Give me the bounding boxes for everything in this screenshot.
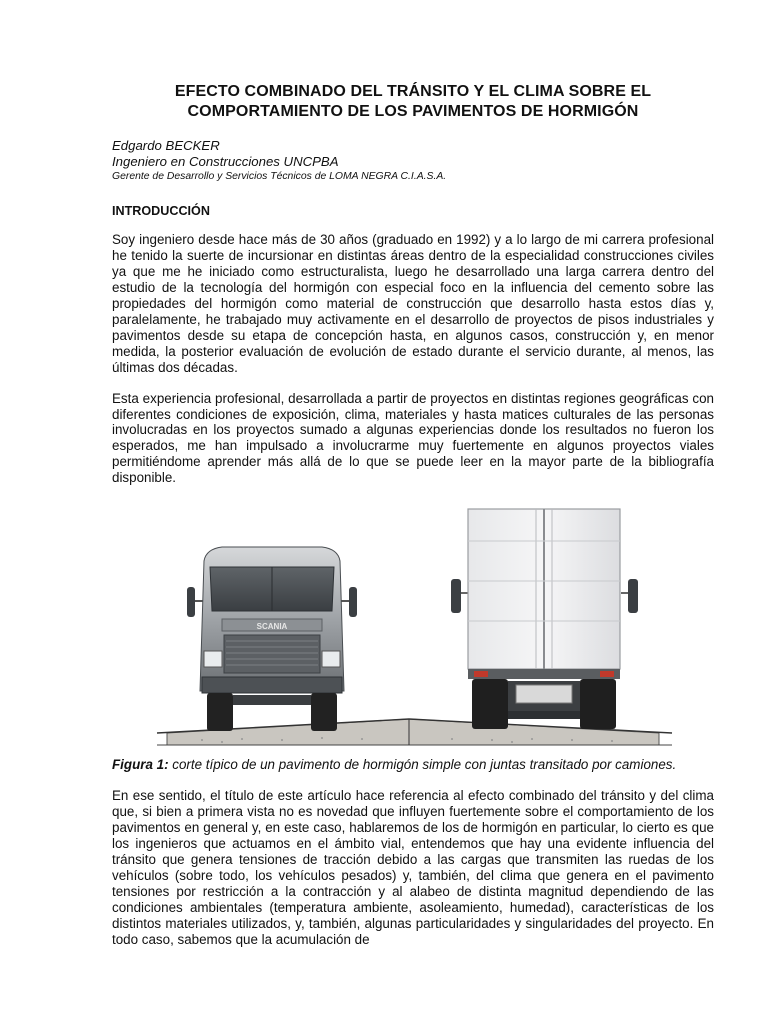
- document-page: [112, 82, 714, 963]
- section-heading: INTRODUCCIÓN: [112, 204, 210, 218]
- author-position: Gerente de Desarrollo y Servicios Técnicos de LOMA NEGRA C.I.A.S.A.: [112, 171, 447, 182]
- figure-caption: [112, 757, 714, 773]
- paragraph-3: En ese sentido, el título de este artículo hace referencia al efecto combinado del tránsito y del clima que, si bien a primera vista no es novedad que influyen fuertemente sobre el comportamiento de los pavimentos en general y, en este caso, hablaremos de los de hormigón en particular, lo cierto es que los ingenieros que actuamos en el ámbito vial, entendemos que hay una evidente influencia del tránsito que genera tensiones de tracción debido a las cargas que transmiten las ruedas de los vehículos (sobre todo, los vehículos pesados) y, también, del clima que genera en el pavimento tensiones por restricción a la contracción y al alabeo de distinta magnitud dependiendo de las condiciones ambientales (temperatura ambiente, asoleamiento, humedad), características de los distintos materiales utilizados, y, también, algunas particularidades y singularidades del proyecto. En todo caso, sabemos que la acumulación de: [112, 788, 714, 947]
- figure-caption-label: Figura 1:: [112, 757, 169, 773]
- paragraph-2: Esta experiencia profesional, desarrollada a partir de proyectos en distintas regiones geográficas con diferentes condiciones de exposición, clima, materiales y hasta matices culturales de las personas involucradas en los proyectos sumado a algunas experiencias donde los resultados no fueron los esperados, me han impulsado a involucrarme muy fuertemente en algunos proyectos viales permitiéndome aprender más allá de lo que se puede leer en la mayor parte de la bibliografía disponible.: [112, 390, 714, 486]
- author-role: Ingeniero en Construcciones UNCPBA: [112, 154, 339, 169]
- cab-brand-label: SCANIA: [256, 622, 288, 632]
- figure-trucks: [112, 501, 714, 751]
- trucks-illustration: [112, 501, 714, 751]
- figure-caption-text: corte típico de un pavimento de hormigón simple con juntas transitado por camiones.: [172, 757, 677, 773]
- trailer-truck: [451, 509, 638, 729]
- paper-title: [112, 82, 714, 122]
- cab-truck: [187, 547, 357, 731]
- title-line-2: COMPORTAMIENTO DE LOS PAVIMENTOS DE HORMIGÓN: [187, 103, 639, 120]
- author-name: Edgardo BECKER: [112, 138, 220, 153]
- paragraph-1: Soy ingeniero desde hace más de 30 años (graduado en 1992) y a lo largo de mi carrera profesional he tenido la suerte de incursionar en distintas áreas dentro de la especialidad construcciones civiles ya que me he iniciado como estructuralista, luego he desarrollado una larga carrera dentro del estudio de la tecnología del hormigón con especial foco en la influencia del cemento sobre las propiedades del hormigón como material de construcción que desarrollo hasta estos días y, paralelamente, he trabajado muy activamente en el desarrollo de proyectos de pisos industriales y pavimentos desde su etapa de concepción hasta, en algunos casos, construcción y, en menor medida, la posterior evaluación de evolución de estado durante el servicio durante, al menos, las últimas dos décadas.: [112, 232, 714, 375]
- title-line-1: EFECTO COMBINADO DEL TRÁNSITO Y EL CLIMA SOBRE EL: [174, 83, 652, 100]
